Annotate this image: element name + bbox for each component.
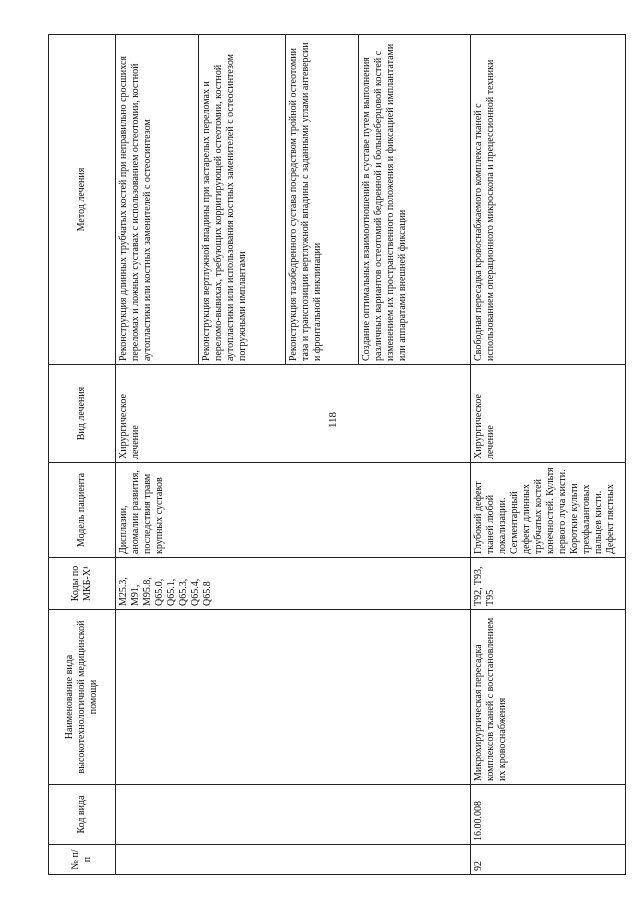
table-header-row	[49, 35, 116, 875]
icd-code: Q65.8	[202, 581, 213, 606]
row2-method: Свободная пересадка кровоснабжаемого комплекса тканей с использованием операционного микроскопа и прецессионной техники	[471, 35, 626, 365]
method-item: Реконструкция длинных трубчатых костей при неправильно сросшихся переломах и ложных суставах с использованием остеотомии, костной аутопластики или костных заменителей с остеосинтезом	[116, 35, 199, 364]
icd-code: Q65.4,	[190, 578, 201, 606]
header-treatment: Вид лечения	[49, 365, 116, 463]
row1-name	[116, 610, 471, 785]
icd-code: M91,	[130, 584, 141, 606]
header-icd: Коды по МКБ-X¹	[49, 558, 116, 610]
icd-code: M25.3,	[118, 577, 129, 606]
header-model: Модель пациента	[49, 463, 116, 558]
row1-code	[116, 785, 471, 845]
row1-num	[116, 845, 471, 875]
header-num: № п/п	[49, 845, 116, 875]
row1-model: Дисплазии, аномалии развития, последствия травм крупных суставов	[116, 463, 471, 558]
method-item: Создание оптимальных взаимоотношений в суставе путем выполнения различных вариантов остеотомий бедренной и большеберцовой костей с изменением их пространственного положения и фиксацией имплантатами или аппаратами внешней фиксации	[361, 43, 408, 361]
row2-model: Глубокий дефект тканей любой локализации. Сегментарный дефект длинных трубчатых костей конечностей. Культя первого луча кисти. Короткие культи трехфаланговых пальцев кисти. Дефект пястных	[471, 463, 626, 558]
row2-num: 92	[471, 845, 626, 875]
header-code: Код вида	[49, 785, 116, 845]
row1-methods	[116, 35, 471, 365]
table-row	[116, 35, 471, 875]
header-method: Метод лечения	[49, 35, 116, 365]
row2-treatment: Хирургическое лечение	[471, 365, 626, 463]
treatment-table	[48, 34, 626, 875]
method-item: Реконструкция вертлужной впадины при застарелых переломах и переломо-вывихах, требующих корригирующей остеотомии, костной аутопластики или использования костных заменителей с остеосинтезом погружными имплантами	[199, 35, 286, 364]
row1-treatment: Хирургическое лечение	[116, 365, 471, 463]
icd-code: Q65.1,	[166, 578, 177, 606]
method-item: Реконструкция тазобедренного сустава посредством тройной остеотомии таза и транспозиции вертлужной впадины с заданными углами антеверсии и фронтальной инклинации	[286, 35, 359, 364]
header-name: Наименование вида высокотехнологичной медицинской помощи	[49, 610, 116, 785]
row1-icd-codes	[116, 558, 471, 610]
row2-code: 16.00.008	[471, 785, 626, 845]
treatment-table-sheet	[48, 35, 626, 875]
table-row	[471, 35, 626, 875]
row2-name: Микрохирургическая пересадка комплексов тканей с восстановлением их кровоснабжения	[471, 610, 626, 785]
icd-code: Q65.3,	[178, 578, 189, 606]
page-number: 118	[327, 411, 339, 429]
row2-icd: T92, T93, T95	[471, 558, 626, 610]
icd-code: Q65.0,	[154, 578, 165, 606]
icd-code: M95.8,	[142, 577, 153, 606]
